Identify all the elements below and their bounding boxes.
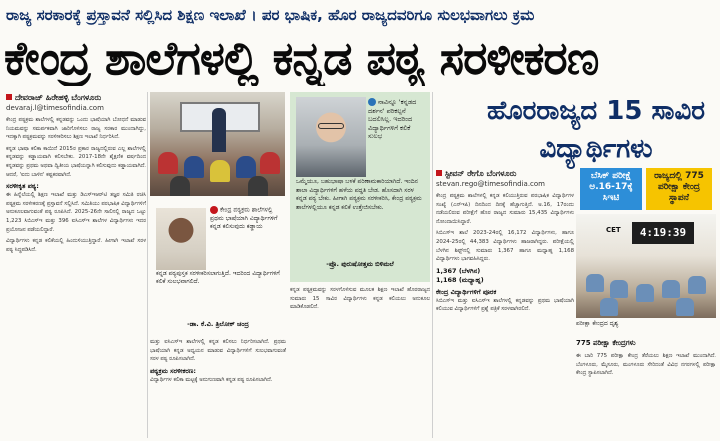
article-column-1: [6, 92, 146, 438]
paragraph: ಕೇಂದ್ರ ಪಠ್ಯಕ್ರಮ ಶಾಲೆಗಳಲ್ಲಿ ಕನ್ನಡವನ್ನು ಒಂದು ಭಾಷೆಯಾಗಿ ಬೋಧನೆ ಮಾಡುವ ನಿಯಮವನ್ನು ಸಮರ್ಪಕವಾಗಿ ಜಾರಿಗೊಳಿಸಲು ರಾಜ್ಯ ಸರಕಾರ ಮುಂದಾಗಿದ್ದು, ಇದಕ್ಕಾಗಿ ಪಠ್ಯಕ್ರಮವನ್ನು ಸರಳೀಕರಿಸಲು ಶಿಕ್ಷಣ ಇಲಾಖೆ ನಿರ್ಧರಿಸಿದೆ.: [6, 117, 146, 141]
bullet-icon: [6, 94, 12, 100]
paragraph: ಕನ್ನಡ ಭಾಷಾ ಕಲಿಕಾ ಕಾಯಿದೆ 2015ರ ಪ್ರಕಾರ ರಾಜ್ಯದಲ್ಲಿರುವ ಎಲ್ಲ ಶಾಲೆಗಳಲ್ಲಿ ಕನ್ನಡವನ್ನು ಕಡ್ಡಾಯವಾಗಿ ಕಲಿಸಬೇಕು. 2017-18ನೇ ಶೈಕ್ಷಣಿಕ ವರ್ಷದಿಂದ ಕನ್ನಡವನ್ನು ಪ್ರಥಮ ಅಥವಾ ದ್ವಿತೀಯ ಭಾಷೆಯನ್ನಾಗಿ ಕಲಿಸುವುದು ಕಡ್ಡಾಯವಾಗಿದೆ. ಆದರೆ, 'ಐದು ಬಾಳಿನ' ಕಷ್ಟಕರವಾಗಿದೆ.: [6, 145, 146, 178]
student-figure: [662, 280, 680, 298]
student-figure: [236, 156, 256, 178]
student-figure: [184, 156, 204, 178]
cet-sign: CET: [606, 226, 621, 234]
paragraph: ಕನ್ನಡ ಪಠ್ಯಕ್ರಮವನ್ನು ಸರಳಗೊಳಿಸುವ ಮೂಲಕ ಶಿಕ್ಷಣ ಇಲಾಖೆ ಹೊರರಾಜ್ಯದ ಸುಮಾರು 15 ಸಾವಿರ ವಿದ್ಯಾರ್ಥಿಗಳು ಕನ್ನಡ ಕಲಿಯಲು ಅನುಕೂಲ ಮಾಡಿಕೊಡಲಿದೆ.: [290, 287, 430, 311]
kicker-line: ರಾಜ್ಯ ಸರಕಾರಕ್ಕೆ ಪ್ರಸ್ತಾವನೆ ಸಲ್ಲಿಸಿದ ಶಿಕ್ಷಣ ಇಲಾಖೆ । ಪರ ಭಾಷಿಕ, ಹೊರ ರಾಜ್ಯದವರಿಗೂ ಸುಲಭವಾಗಲು ಕ್ರಮ: [6, 6, 535, 24]
stat-line: 1,168 (ಮಧ್ಯಾಹ್ನ): [436, 275, 484, 284]
exam-date-badge: ಬೆಸಿಕ್ ಪರೀಕ್ಷೆ ಅ.16-17ಕ್ಕೆ ಸಿಇಟಿ: [580, 168, 642, 210]
subheading: ಕೇಂದ್ರ ವಿದ್ಯಾರ್ಥಿಗಳಿಗೆ ಪೂರಕ: [436, 287, 497, 296]
bio-box: [290, 92, 430, 282]
pull-quote: ಕೇಂದ್ರ ಪಠ್ಯಕ್ರಮ ಶಾಲೆಗಳಲ್ಲಿ ಪ್ರಥಮ ಭಾಷೆಯಾಗಿ ವಿದ್ಯಾರ್ಥಿಗಳಿಗೆ ಕನ್ನಡ ಕಲಿಸುವುದು ಕಡ್ಡಾಯ: [210, 206, 278, 230]
exam-article-text: [576, 352, 716, 438]
exam-hall-photo: [576, 214, 716, 318]
student-figure: [586, 274, 604, 292]
student-figure: [260, 152, 280, 174]
subheading: ಸರಳೀಕೃತ ಪಠ್ಯ:: [6, 182, 39, 191]
column-divider: [432, 92, 433, 438]
student-figure: [600, 298, 618, 316]
byline-email: devaraj.l@timesofindia.com: [6, 104, 104, 112]
student-figure: [688, 276, 706, 294]
paragraph: ವಿದ್ಯಾರ್ಥಿಗಳು ಕನ್ನಡ ಕಲಿಕೆಯಲ್ಲಿ ಹಿಂದುಳಿಯುತ್ತಿದ್ದಾರೆ. ಹೀಗಾಗಿ ಇಲಾಖೆ ಸರಳ ಪಠ್ಯ ಸಿದ್ಧಪಡಿಸಿದೆ.: [6, 238, 146, 253]
photo-caption: ಪರೀಕ್ಷಾ ಕೇಂದ್ರದ ದೃಶ್ಯ: [576, 320, 619, 327]
paragraph: ಕೇಂದ್ರ ಪಠ್ಯಕ್ರಮ ಶಾಲೆಗಳಲ್ಲಿ ಕನ್ನಡ ಕಲಿಯುತ್ತಿರುವ ಪರಭಾಷಿಕ ವಿದ್ಯಾರ್ಥಿಗಳ ಸಂಖ್ಯೆ (ಎನ್‌ಇಪಿ) ದಿನದಿಂದ ದಿನಕ್ಕೆ ಹೆಚ್ಚಾಗುತ್ತಿದೆ. ಅ.16, 17ರಂದು ನಡೆಯಲಿರುವ ಪರೀಕ್ಷೆಗೆ ಹೊರ ರಾಜ್ಯದ ಸುಮಾರು 15,435 ವಿದ್ಯಾರ್ಥಿಗಳು ನೋಂದಾಯಿಸಿದ್ದಾರೆ.: [436, 193, 574, 225]
student-figure: [158, 152, 178, 174]
classroom-photo: [150, 92, 285, 196]
quote-box: [150, 200, 286, 334]
right-article-column: [436, 168, 574, 438]
byline: ಸ್ಟೀವನ್ ರೇಗೊ ಬೆಂಗಳೂರು: [436, 168, 574, 179]
teacher-figure: [212, 108, 226, 152]
subheading: 775 ಪರೀಕ್ಷಾ ಕೇಂದ್ರಗಳು: [576, 339, 636, 347]
right-headline: ಹೊರರಾಜ್ಯದ 15 ಸಾವಿರ ವಿದ್ಯಾರ್ಥಿಗಳು: [487, 96, 705, 164]
quote-attribution: -ಡಾ. ಕೆ.ವಿ. ತ್ರಿಲೋಕ್ ಚಂದ್ರ: [187, 320, 249, 328]
bullet-icon: [436, 170, 442, 176]
student-figure: [210, 160, 230, 182]
digital-clock: 4:19:39: [632, 222, 694, 244]
pull-quote: ನಾವಿನ್ನೂ 'ಕನ್ನಡದ ದರ್ಶನ' ಪರಿಕಲ್ಪನೆ ಬದಲಿಸಿಲ್ಲ. ಇದರಿಂದ ವಿದ್ಯಾರ್ಥಿಗಳಿಗೆ ಕಲಿಕೆ ಸುಲಭ: [368, 98, 417, 140]
paragraph: ಸಿಬಿಎಸ್‌ಇ ಮತ್ತು ಐಸಿಎಸ್‌ಇ ಶಾಲೆಗಳಲ್ಲಿ ಕನ್ನಡವನ್ನು ಪ್ರಥಮ ಭಾಷೆಯಾಗಿ ಕಲಿಯುವ ವಿದ್ಯಾರ್ಥಿಗಳಿಗೆ ಪ್ರಶ್ನೆ ಪತ್ರಿಕೆ ಸರಳವಾಗಿರಲಿದೆ.: [436, 297, 574, 313]
paragraph: ಮತ್ತು ಐಸಿಎಸ್‌ಇ ಶಾಲೆಗಳಲ್ಲಿ ಕನ್ನಡ ಕಲಿಸಲು ನಿರ್ಧರಿಸಲಾಗಿದೆ. ಪ್ರಥಮ ಭಾಷೆಯಾಗಿ ಕನ್ನಡ ಅಧ್ಯಯನ ಮಾಡುವ ವಿದ್ಯಾರ್ಥಿಗಳಿಗೆ ಸುಲಭವಾಗುವಂತೆ ಸರಳ ಪಠ್ಯ ರೂಪಿಸಲಾಗಿದೆ.: [150, 339, 286, 363]
glasses-shape: [318, 123, 344, 129]
subheading: ಪಠ್ಯಕ್ರಮ ಸರಳೀಕರಣ:: [150, 366, 197, 375]
official-photo: [156, 208, 206, 270]
student-figure: [676, 298, 694, 316]
paragraph: ಸಿಬಿಎಸ್‌ಇ ಶಾಲೆ 2023-24ರಲ್ಲಿ 16,172 ವಿದ್ಯಾರ್ಥಿಗಳು, ಹಾಗೂ 2024-25ರಲ್ಲಿ 44,383 ವಿದ್ಯಾರ್ಥಿಗಳು ಹಾಜರಾಗಿದ್ದರು. ಪರೀಕ್ಷೆಯಲ್ಲಿ ಬೆಳಗಿನ ಶಿಫ್ಟ್‌ನಲ್ಲಿ ಸುಮಾರು 1,367 ಹಾಗೂ ಮಧ್ಯಾಹ್ನ 1,168 ವಿದ್ಯಾರ್ಥಿಗಳು ಭಾಗವಹಿಸಿದ್ದರು.: [436, 230, 574, 263]
stat-line: 1,367 (ಬೆಳಗಿನ): [436, 266, 481, 275]
article-column-3: [290, 286, 430, 438]
paragraph: ಈ ಬಾರಿ 775 ಪರೀಕ್ಷಾ ಕೇಂದ್ರ ತೆರೆಯಲು ಶಿಕ್ಷಣ ಇಲಾಖೆ ಮುಂದಾಗಿದೆ. ಬೆಂಗಳೂರು, ಮೈಸೂರು, ಮಂಗಳೂರು ಸೇರಿದಂತೆ ವಿವಿಧ ನಗರಗಳಲ್ಲಿ ಪರೀಕ್ಷಾ ಕೇಂದ್ರ ಸ್ಥಾಪಿಸಲಾಗಿದೆ.: [576, 353, 716, 377]
quote-bullet-icon: [210, 206, 218, 214]
student-figure: [248, 176, 268, 196]
article-column-2: [150, 338, 286, 438]
main-headline: ಕೇಂದ್ರ ಶಾಲೆಗಳಲ್ಲಿ ಕನ್ನಡ ಪಠ್ಯ ಸರಳೀಕರಣ: [4, 31, 599, 85]
student-figure: [170, 176, 190, 196]
paragraph: ಈ ಹಿನ್ನೆಲೆಯಲ್ಲಿ ಶಿಕ್ಷಣ ಇಲಾಖೆ ಮತ್ತು ಡಿಎಸ್‌ಇಆರ್‌ಟಿ ತಜ್ಞರ ಸಮಿತಿ ರಚಿಸಿ ಪಠ್ಯಕ್ರಮ ಸರಳೀಕರಣಕ್ಕೆ ಪ್ರಸ್ತಾವನೆ ಸಲ್ಲಿಸಿದೆ. ಸಮಿತಿಯು ಪರಭಾಷಿಕ ವಿದ್ಯಾರ್ಥಿಗಳಿಗೆ ಅನುಕೂಲವಾಗುವಂತೆ ಪಠ್ಯ ರೂಪಿಸಿದೆ. 2025-26ನೇ ಸಾಲಿನಲ್ಲಿ ರಾಜ್ಯದ ಒಟ್ಟು 1,223 ಸಿಬಿಎಸ್‌ಇ ಮತ್ತು 396 ಐಸಿಎಸ್‌ಇ ಶಾಲೆಗಳ ವಿದ್ಯಾರ್ಥಿಗಳು ಇದರ ಪ್ರಯೋಜನ ಪಡೆಯಲಿದ್ದಾರೆ.: [6, 192, 146, 233]
expert-photo: [296, 97, 366, 177]
quote-bullet-icon: [368, 98, 376, 106]
bio-text: ಒಮ್ಮೆಯೂ, ಬಹುಭಾಷಾ ಬಳಕೆ ಪರಿಣಾಮಕಾರಿಯಾಗಿದೆ. ಇಂದಿನ ಶಾಲಾ ವಿದ್ಯಾರ್ಥಿಗಳಿಗೆ ಹಳೆಯ ಪದ್ಧತಿ ಬೇಡ. ಹೊಸದಾಗಿ ಸರಳ ಕನ್ನಡ ಪಠ್ಯ ಬೇಕು. ಹೀಗಾಗಿ ಪಠ್ಯಕ್ರಮ ಸರಳೀಕರಿಸಿ, ಕೇಂದ್ರ ಪಠ್ಯಕ್ರಮ ಶಾಲೆಗಳಲ್ಲಿಯೂ ಕನ್ನಡ ಕಲಿಕೆ ಉತ್ತೇಜಿಸಬೇಕು.: [296, 178, 422, 211]
byline-email: stevan.rego@timesofindia.com: [436, 180, 545, 188]
paragraph: ವಿದ್ಯಾರ್ಥಿಗಳ ಕಲಿಕಾ ಮಟ್ಟಕ್ಕೆ ಅನುಗುಣವಾಗಿ ಕನ್ನಡ ಪಠ್ಯ ರೂಪಿಸಲಾಗಿದೆ.: [150, 376, 273, 383]
quote-body: ಕನ್ನಡ ಪಠ್ಯಪುಸ್ತಕ ಸರಳೀಕರಿಸಲಾಗುತ್ತಿದೆ. ಇದರಿಂದ ವಿದ್ಯಾರ್ಥಿಗಳಿಗೆ ಕಲಿಕೆ ಸುಲಭವಾಗಲಿದೆ.: [156, 270, 280, 286]
column-divider: [147, 92, 148, 438]
exam-center-badge: ರಾಜ್ಯದಲ್ಲಿ 775 ಪರೀಕ್ಷಾ ಕೇಂದ್ರ ಸ್ಥಾಪನೆ: [646, 168, 712, 210]
bio-attribution: -ಪ್ರೊ. ಪುರುಷೋತ್ತಮ ಬಿಳಿಮಲೆ: [326, 260, 394, 268]
student-figure: [610, 280, 628, 298]
byline: ದೇವರಾಜ್ ಹಿರೇಹಳ್ಳಿ ಬೆಂಗಳೂರು: [6, 92, 146, 103]
student-figure: [636, 284, 654, 302]
